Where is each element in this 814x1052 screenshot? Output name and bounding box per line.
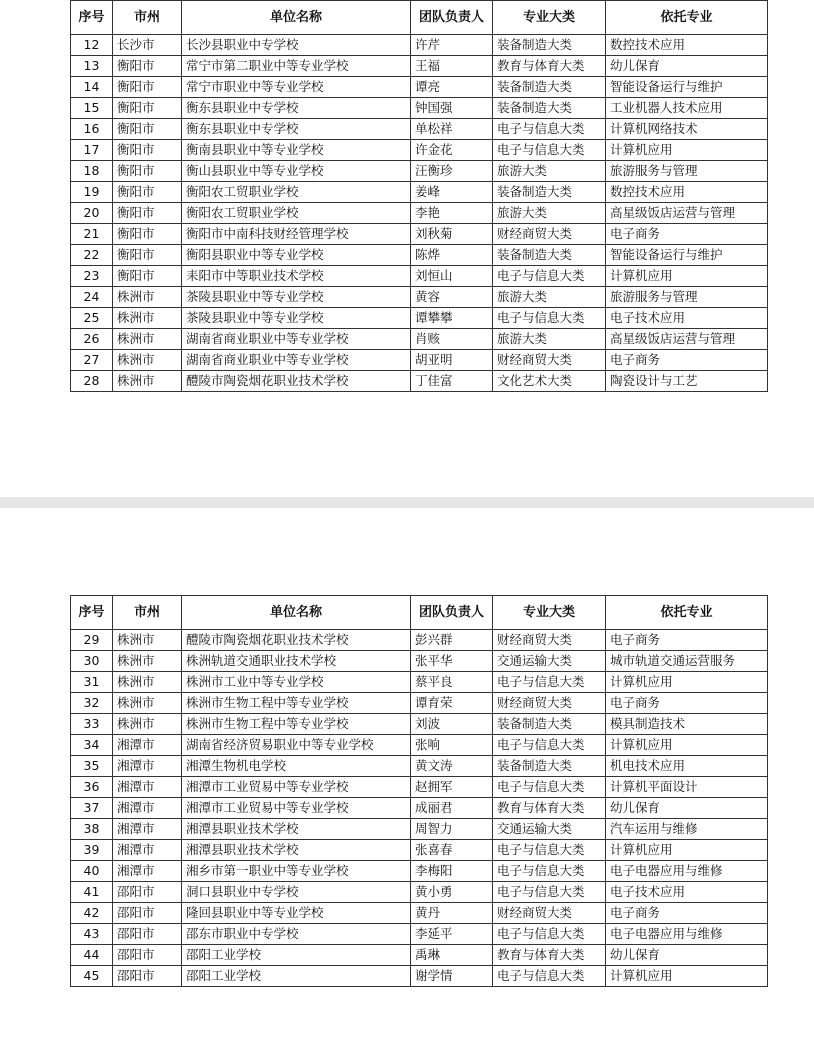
cell-no: 23 xyxy=(71,266,113,287)
cell-category: 文化艺术大类 xyxy=(493,371,606,392)
cell-unit: 衡阳农工贸职业学校 xyxy=(182,203,411,224)
table-row xyxy=(71,819,768,840)
cell-leader: 黄容 xyxy=(411,287,493,308)
cell-major: 高星级饭店运营与管理 xyxy=(606,203,768,224)
table-row xyxy=(71,182,768,203)
cell-category: 电子与信息大类 xyxy=(493,861,606,882)
cell-no: 29 xyxy=(71,630,113,651)
cell-no: 44 xyxy=(71,945,113,966)
cell-major: 陶瓷设计与工艺 xyxy=(606,371,768,392)
cell-no: 13 xyxy=(71,56,113,77)
table-row xyxy=(71,371,768,392)
cell-no: 26 xyxy=(71,329,113,350)
cell-category: 旅游大类 xyxy=(493,329,606,350)
cell-major: 幼儿保育 xyxy=(606,945,768,966)
cell-category: 旅游大类 xyxy=(493,203,606,224)
cell-unit: 邵阳工业学校 xyxy=(182,945,411,966)
cell-city: 株洲市 xyxy=(113,371,182,392)
cell-no: 27 xyxy=(71,350,113,371)
cell-major: 电子商务 xyxy=(606,224,768,245)
cell-major: 智能设备运行与维护 xyxy=(606,245,768,266)
cell-no: 33 xyxy=(71,714,113,735)
cell-category: 财经商贸大类 xyxy=(493,224,606,245)
cell-category: 财经商贸大类 xyxy=(493,630,606,651)
cell-leader: 彭兴群 xyxy=(411,630,493,651)
cell-unit: 衡东县职业中专学校 xyxy=(182,119,411,140)
cell-leader: 李延平 xyxy=(411,924,493,945)
header-no: 序号 xyxy=(71,596,113,630)
cell-category: 电子与信息大类 xyxy=(493,308,606,329)
cell-city: 株洲市 xyxy=(113,693,182,714)
header-leader: 团队负责人 xyxy=(411,1,493,35)
team-table-page-1 xyxy=(70,0,768,392)
cell-no: 32 xyxy=(71,693,113,714)
cell-major: 计算机应用 xyxy=(606,672,768,693)
cell-major: 计算机应用 xyxy=(606,266,768,287)
cell-unit: 湖南省商业职业中等专业学校 xyxy=(182,329,411,350)
cell-category: 装备制造大类 xyxy=(493,714,606,735)
table-row xyxy=(71,308,768,329)
cell-unit: 衡东县职业中专学校 xyxy=(182,98,411,119)
cell-no: 14 xyxy=(71,77,113,98)
cell-category: 电子与信息大类 xyxy=(493,777,606,798)
table-row xyxy=(71,630,768,651)
table-row xyxy=(71,350,768,371)
cell-category: 装备制造大类 xyxy=(493,182,606,203)
cell-category: 装备制造大类 xyxy=(493,77,606,98)
table-row xyxy=(71,77,768,98)
cell-leader: 黄丹 xyxy=(411,903,493,924)
table-row xyxy=(71,651,768,672)
cell-unit: 常宁市第二职业中等专业学校 xyxy=(182,56,411,77)
table-row xyxy=(71,161,768,182)
cell-city: 湘潭市 xyxy=(113,840,182,861)
cell-city: 邵阳市 xyxy=(113,966,182,987)
cell-city: 株洲市 xyxy=(113,714,182,735)
table-row xyxy=(71,777,768,798)
header-city: 市州 xyxy=(113,1,182,35)
cell-city: 衡阳市 xyxy=(113,224,182,245)
cell-no: 22 xyxy=(71,245,113,266)
cell-no: 40 xyxy=(71,861,113,882)
cell-leader: 谢学情 xyxy=(411,966,493,987)
cell-major: 汽车运用与维修 xyxy=(606,819,768,840)
cell-city: 湘潭市 xyxy=(113,756,182,777)
cell-category: 交通运输大类 xyxy=(493,651,606,672)
cell-unit: 衡阳县职业中等专业学校 xyxy=(182,245,411,266)
cell-major: 幼儿保育 xyxy=(606,56,768,77)
table-row xyxy=(71,840,768,861)
cell-unit: 衡南县职业中等专业学校 xyxy=(182,140,411,161)
cell-leader: 王福 xyxy=(411,56,493,77)
cell-major: 电子商务 xyxy=(606,350,768,371)
cell-leader: 张平华 xyxy=(411,651,493,672)
cell-no: 21 xyxy=(71,224,113,245)
table-row xyxy=(71,329,768,350)
cell-city: 衡阳市 xyxy=(113,161,182,182)
cell-category: 教育与体育大类 xyxy=(493,798,606,819)
cell-category: 电子与信息大类 xyxy=(493,840,606,861)
header-no: 序号 xyxy=(71,1,113,35)
cell-no: 35 xyxy=(71,756,113,777)
cell-category: 电子与信息大类 xyxy=(493,735,606,756)
cell-category: 财经商贸大类 xyxy=(493,350,606,371)
cell-unit: 湘乡市第一职业中等专业学校 xyxy=(182,861,411,882)
table-row xyxy=(71,35,768,56)
cell-category: 电子与信息大类 xyxy=(493,882,606,903)
cell-category: 装备制造大类 xyxy=(493,35,606,56)
cell-leader: 张响 xyxy=(411,735,493,756)
cell-major: 计算机网络技术 xyxy=(606,119,768,140)
table-header-row xyxy=(71,596,768,630)
cell-unit: 常宁市职业中等专业学校 xyxy=(182,77,411,98)
cell-major: 电子技术应用 xyxy=(606,308,768,329)
cell-leader: 刘恒山 xyxy=(411,266,493,287)
cell-unit: 衡阳市中南科技财经管理学校 xyxy=(182,224,411,245)
cell-major: 电子商务 xyxy=(606,903,768,924)
cell-category: 电子与信息大类 xyxy=(493,924,606,945)
cell-major: 电子商务 xyxy=(606,630,768,651)
cell-no: 31 xyxy=(71,672,113,693)
cell-no: 20 xyxy=(71,203,113,224)
table-row xyxy=(71,924,768,945)
cell-no: 43 xyxy=(71,924,113,945)
cell-major: 工业机器人技术应用 xyxy=(606,98,768,119)
cell-unit: 湘潭市工业贸易中等专业学校 xyxy=(182,777,411,798)
cell-city: 邵阳市 xyxy=(113,945,182,966)
cell-leader: 赵拥军 xyxy=(411,777,493,798)
cell-city: 邵阳市 xyxy=(113,903,182,924)
cell-leader: 黄文涛 xyxy=(411,756,493,777)
cell-major: 计算机应用 xyxy=(606,966,768,987)
cell-leader: 单松祥 xyxy=(411,119,493,140)
table-row xyxy=(71,119,768,140)
cell-leader: 谭亮 xyxy=(411,77,493,98)
cell-major: 机电技术应用 xyxy=(606,756,768,777)
cell-category: 财经商贸大类 xyxy=(493,693,606,714)
cell-unit: 湘潭市工业贸易中等专业学校 xyxy=(182,798,411,819)
cell-no: 12 xyxy=(71,35,113,56)
cell-leader: 姜峰 xyxy=(411,182,493,203)
cell-no: 25 xyxy=(71,308,113,329)
table-row xyxy=(71,56,768,77)
cell-major: 幼儿保育 xyxy=(606,798,768,819)
team-table-page-2 xyxy=(70,595,768,987)
header-major: 依托专业 xyxy=(606,596,768,630)
cell-leader: 谭攀攀 xyxy=(411,308,493,329)
cell-city: 邵阳市 xyxy=(113,882,182,903)
cell-unit: 湖南省经济贸易职业中等专业学校 xyxy=(182,735,411,756)
table-row xyxy=(71,245,768,266)
cell-leader: 胡亚明 xyxy=(411,350,493,371)
cell-leader: 李艳 xyxy=(411,203,493,224)
cell-major: 数控技术应用 xyxy=(606,182,768,203)
cell-category: 旅游大类 xyxy=(493,287,606,308)
cell-category: 旅游大类 xyxy=(493,161,606,182)
cell-unit: 衡山县职业中等专业学校 xyxy=(182,161,411,182)
cell-no: 45 xyxy=(71,966,113,987)
cell-major: 数控技术应用 xyxy=(606,35,768,56)
table-row xyxy=(71,224,768,245)
table-row xyxy=(71,882,768,903)
cell-category: 教育与体育大类 xyxy=(493,945,606,966)
cell-leader: 禹琳 xyxy=(411,945,493,966)
cell-leader: 成丽君 xyxy=(411,798,493,819)
cell-city: 湘潭市 xyxy=(113,861,182,882)
cell-no: 24 xyxy=(71,287,113,308)
cell-city: 株洲市 xyxy=(113,350,182,371)
table-row xyxy=(71,861,768,882)
cell-major: 计算机应用 xyxy=(606,735,768,756)
header-unit: 单位名称 xyxy=(182,1,411,35)
cell-unit: 湘潭生物机电学校 xyxy=(182,756,411,777)
cell-unit: 株洲轨道交通职业技术学校 xyxy=(182,651,411,672)
table-row xyxy=(71,266,768,287)
cell-unit: 茶陵县职业中等专业学校 xyxy=(182,287,411,308)
cell-unit: 洞口县职业中专学校 xyxy=(182,882,411,903)
document-page-1 xyxy=(0,0,814,497)
cell-leader: 许芹 xyxy=(411,35,493,56)
cell-major: 电子电器应用与维修 xyxy=(606,861,768,882)
header-category: 专业大类 xyxy=(493,1,606,35)
cell-category: 装备制造大类 xyxy=(493,98,606,119)
cell-leader: 肖赅 xyxy=(411,329,493,350)
cell-leader: 陈烨 xyxy=(411,245,493,266)
cell-unit: 邵东市职业中专学校 xyxy=(182,924,411,945)
cell-category: 电子与信息大类 xyxy=(493,266,606,287)
table-row xyxy=(71,798,768,819)
cell-city: 衡阳市 xyxy=(113,56,182,77)
cell-leader: 刘波 xyxy=(411,714,493,735)
table-row xyxy=(71,903,768,924)
cell-city: 邵阳市 xyxy=(113,924,182,945)
cell-city: 衡阳市 xyxy=(113,182,182,203)
table-row xyxy=(71,287,768,308)
table-row xyxy=(71,756,768,777)
cell-major: 计算机应用 xyxy=(606,140,768,161)
cell-major: 计算机应用 xyxy=(606,840,768,861)
cell-category: 装备制造大类 xyxy=(493,756,606,777)
cell-unit: 邵阳工业学校 xyxy=(182,966,411,987)
table-header-row xyxy=(71,1,768,35)
cell-city: 株洲市 xyxy=(113,651,182,672)
header-leader: 团队负责人 xyxy=(411,596,493,630)
cell-no: 28 xyxy=(71,371,113,392)
cell-city: 衡阳市 xyxy=(113,203,182,224)
table-row xyxy=(71,714,768,735)
cell-category: 财经商贸大类 xyxy=(493,903,606,924)
cell-city: 湘潭市 xyxy=(113,777,182,798)
cell-unit: 湘潭县职业技术学校 xyxy=(182,840,411,861)
cell-no: 36 xyxy=(71,777,113,798)
cell-city: 株洲市 xyxy=(113,308,182,329)
cell-leader: 蔡平良 xyxy=(411,672,493,693)
cell-unit: 株洲市工业中等专业学校 xyxy=(182,672,411,693)
cell-major: 电子技术应用 xyxy=(606,882,768,903)
cell-major: 电子商务 xyxy=(606,693,768,714)
header-unit: 单位名称 xyxy=(182,596,411,630)
cell-major: 模具制造技术 xyxy=(606,714,768,735)
page-separator xyxy=(0,497,814,508)
cell-unit: 茶陵县职业中等专业学校 xyxy=(182,308,411,329)
cell-major: 旅游服务与管理 xyxy=(606,161,768,182)
table-row xyxy=(71,735,768,756)
cell-category: 装备制造大类 xyxy=(493,245,606,266)
table-body-page-2 xyxy=(71,630,768,987)
cell-city: 衡阳市 xyxy=(113,140,182,161)
header-category: 专业大类 xyxy=(493,596,606,630)
cell-no: 39 xyxy=(71,840,113,861)
cell-no: 37 xyxy=(71,798,113,819)
cell-unit: 湖南省商业职业中等专业学校 xyxy=(182,350,411,371)
table-body-page-1 xyxy=(71,35,768,392)
table-row xyxy=(71,98,768,119)
cell-no: 16 xyxy=(71,119,113,140)
table-row xyxy=(71,140,768,161)
cell-unit: 醴陵市陶瓷烟花职业技术学校 xyxy=(182,371,411,392)
cell-category: 电子与信息大类 xyxy=(493,140,606,161)
cell-no: 42 xyxy=(71,903,113,924)
cell-no: 17 xyxy=(71,140,113,161)
cell-unit: 醴陵市陶瓷烟花职业技术学校 xyxy=(182,630,411,651)
cell-city: 长沙市 xyxy=(113,35,182,56)
cell-leader: 汪衡珍 xyxy=(411,161,493,182)
cell-city: 衡阳市 xyxy=(113,245,182,266)
cell-leader: 张喜春 xyxy=(411,840,493,861)
cell-no: 34 xyxy=(71,735,113,756)
cell-city: 衡阳市 xyxy=(113,266,182,287)
table-row xyxy=(71,672,768,693)
cell-city: 衡阳市 xyxy=(113,98,182,119)
header-major: 依托专业 xyxy=(606,1,768,35)
cell-unit: 衡阳农工贸职业学校 xyxy=(182,182,411,203)
cell-category: 电子与信息大类 xyxy=(493,672,606,693)
cell-leader: 周智力 xyxy=(411,819,493,840)
cell-no: 30 xyxy=(71,651,113,672)
cell-leader: 李梅阳 xyxy=(411,861,493,882)
cell-city: 衡阳市 xyxy=(113,77,182,98)
cell-major: 旅游服务与管理 xyxy=(606,287,768,308)
cell-city: 衡阳市 xyxy=(113,119,182,140)
cell-no: 41 xyxy=(71,882,113,903)
cell-city: 株洲市 xyxy=(113,287,182,308)
cell-major: 高星级饭店运营与管理 xyxy=(606,329,768,350)
cell-category: 电子与信息大类 xyxy=(493,966,606,987)
cell-city: 湘潭市 xyxy=(113,819,182,840)
cell-leader: 许金花 xyxy=(411,140,493,161)
cell-leader: 刘秋菊 xyxy=(411,224,493,245)
cell-unit: 株洲市生物工程中等专业学校 xyxy=(182,693,411,714)
cell-unit: 耒阳市中等职业技术学校 xyxy=(182,266,411,287)
table-row xyxy=(71,203,768,224)
table-row xyxy=(71,693,768,714)
cell-city: 株洲市 xyxy=(113,329,182,350)
cell-unit: 长沙县职业中专学校 xyxy=(182,35,411,56)
cell-category: 交通运输大类 xyxy=(493,819,606,840)
cell-city: 湘潭市 xyxy=(113,735,182,756)
cell-no: 15 xyxy=(71,98,113,119)
cell-city: 株洲市 xyxy=(113,630,182,651)
cell-category: 教育与体育大类 xyxy=(493,56,606,77)
cell-unit: 湘潭县职业技术学校 xyxy=(182,819,411,840)
cell-unit: 株洲市生物工程中等专业学校 xyxy=(182,714,411,735)
cell-leader: 谭育荣 xyxy=(411,693,493,714)
cell-major: 电子电器应用与维修 xyxy=(606,924,768,945)
cell-leader: 钟国强 xyxy=(411,98,493,119)
cell-major: 智能设备运行与维护 xyxy=(606,77,768,98)
header-city: 市州 xyxy=(113,596,182,630)
cell-no: 18 xyxy=(71,161,113,182)
cell-leader: 黄小勇 xyxy=(411,882,493,903)
document-page-2 xyxy=(0,508,814,1052)
cell-city: 株洲市 xyxy=(113,672,182,693)
cell-unit: 隆回县职业中等专业学校 xyxy=(182,903,411,924)
cell-leader: 丁佳富 xyxy=(411,371,493,392)
cell-major: 计算机平面设计 xyxy=(606,777,768,798)
table-row xyxy=(71,966,768,987)
cell-no: 19 xyxy=(71,182,113,203)
cell-city: 湘潭市 xyxy=(113,798,182,819)
cell-no: 38 xyxy=(71,819,113,840)
cell-category: 电子与信息大类 xyxy=(493,119,606,140)
cell-major: 城市轨道交通运营服务 xyxy=(606,651,768,672)
table-row xyxy=(71,945,768,966)
